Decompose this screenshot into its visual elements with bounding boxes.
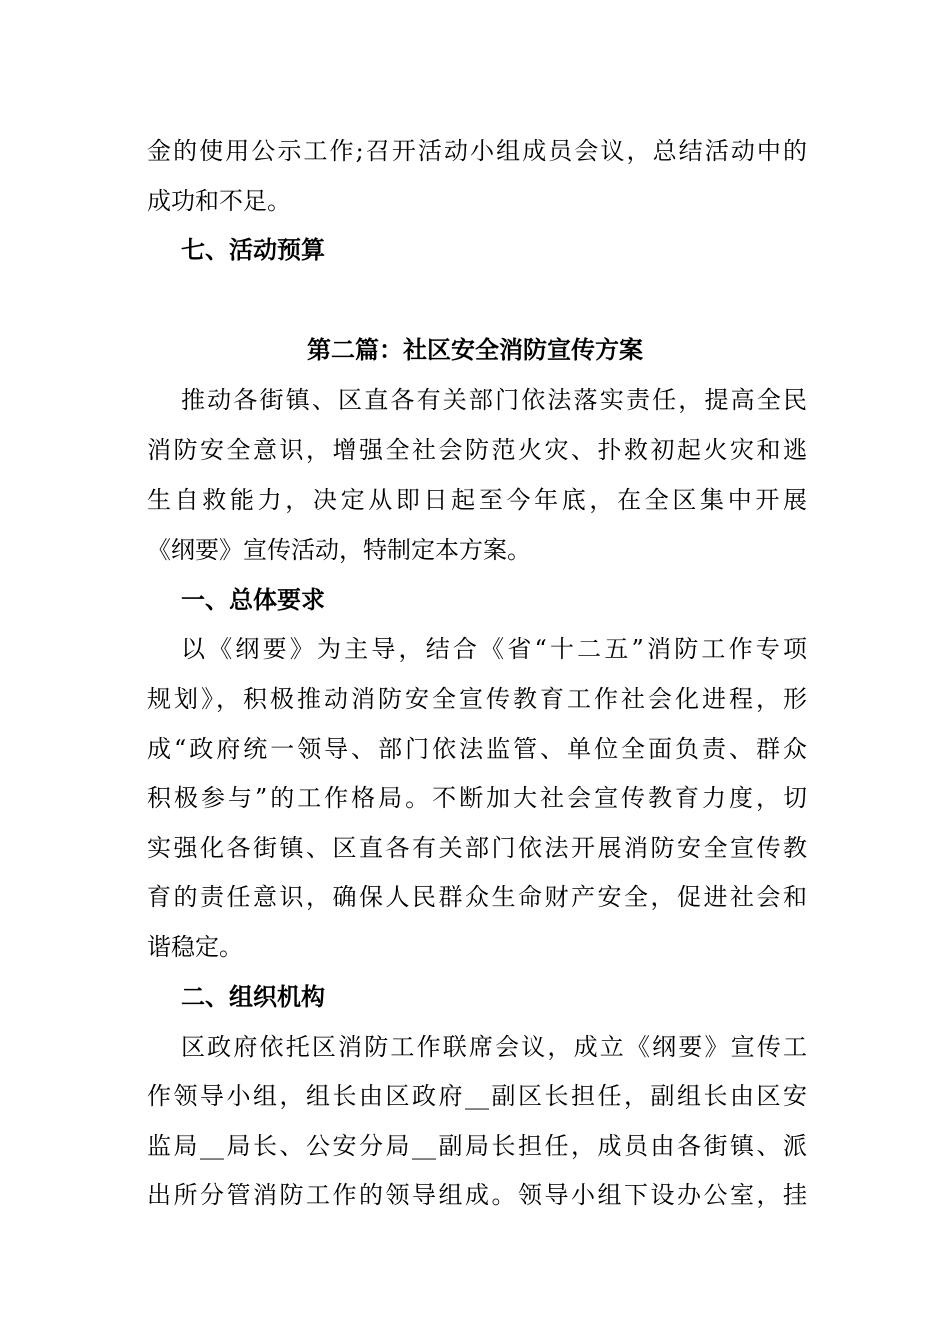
body-line: 消防安全意识，增强全社会防范火灾、扑救初起火灾和逃 [147,436,807,464]
body-line: 区政府依托区消防工作联席会议，成立《纲要》宣传工 [181,1033,807,1061]
body-line: 成功和不足。 [147,187,291,215]
body-line: 出所分管消防工作的领导组成。领导小组下设办公室，挂 [147,1181,807,1209]
body-line: 金的使用公示工作;召开活动小组成员会议，总结活动中的 [147,137,807,165]
body-line: 以《纲要》为主导，结合《省“十二五”消防工作专项 [181,635,807,663]
body-line: 规划》，积极推动消防安全宣传教育工作社会化进程，形 [147,685,807,713]
body-line: 《纲要》宣传活动，特制定本方案。 [147,536,531,564]
document-title: 第二篇：社区安全消防宣传方案 [307,336,643,364]
section-heading-organization: 二、组织机构 [181,983,325,1011]
body-line: 育的责任意识，确保人民群众生命财产安全，促进社会和 [147,883,807,911]
body-line: 作领导小组，组长由区政府__副区长担任，副组长由区安 [147,1082,807,1110]
body-line: 实强化各街镇、区直各有关部门依法开展消防安全宣传教 [147,834,807,862]
section-heading-general-requirements: 一、总体要求 [181,586,325,614]
body-line: 积极参与”的工作格局。不断加大社会宣传教育力度，切 [147,784,807,812]
body-line: 监局__局长、公安分局__副局长担任，成员由各街镇、派 [147,1132,807,1160]
body-line: 成“政府统一领导、部门依法监管、单位全面负责、群众 [147,735,807,763]
section-heading-budget: 七、活动预算 [181,236,325,264]
body-line: 生自救能力，决定从即日起至今年底，在全区集中开展 [147,486,807,514]
body-line: 谐稳定。 [147,933,243,961]
body-line: 推动各街镇、区直各有关部门依法落实责任，提高全民 [181,386,807,414]
